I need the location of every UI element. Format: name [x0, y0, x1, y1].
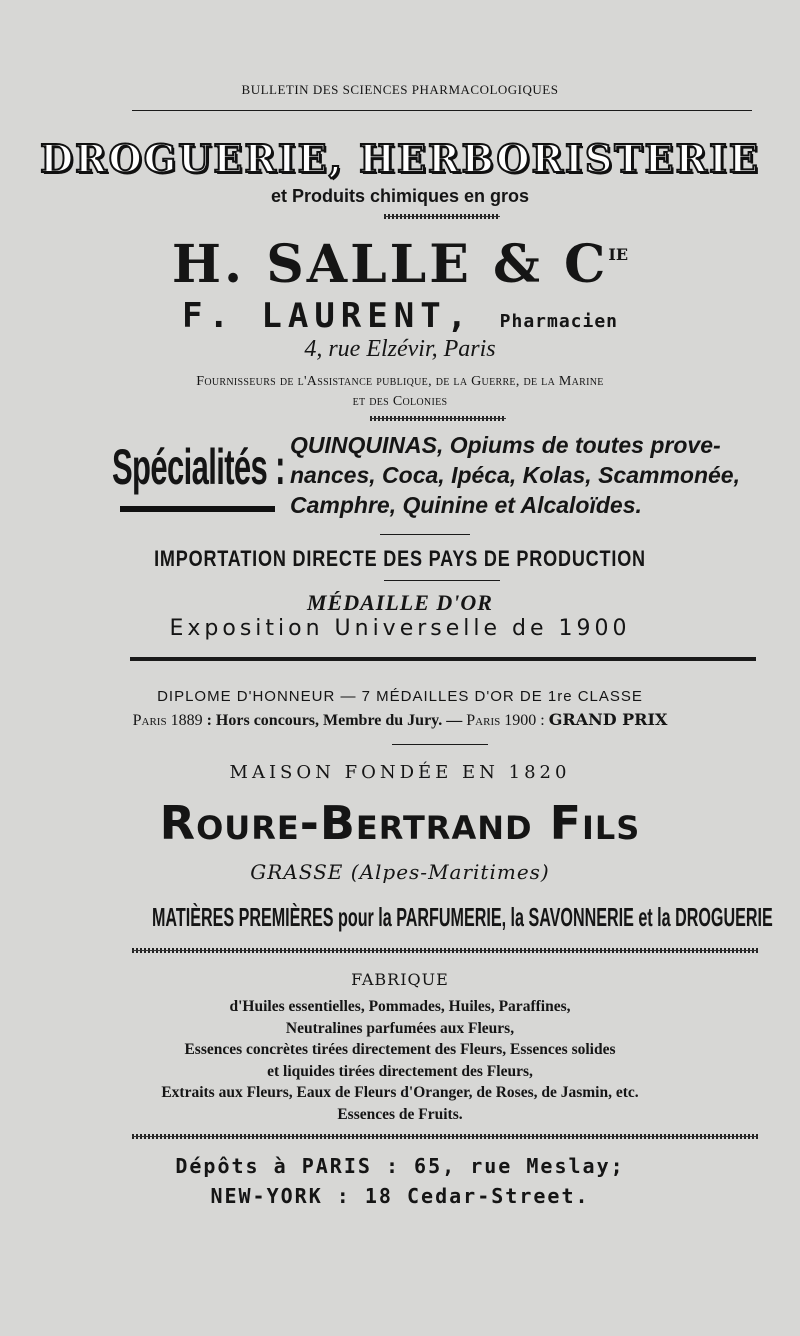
specialites-line-1: QUINQUINAS, Opiums de toutes prove- — [290, 432, 721, 458]
fabrique-line: et liquides tirées directement des Fleurs, — [267, 1062, 533, 1080]
company-address: 4, rue Elzévir, Paris — [304, 336, 496, 362]
awards-line — [0, 710, 800, 730]
specialites-label: Spécialités : — [112, 439, 285, 495]
divider-ornament — [132, 1134, 758, 1139]
roure-bertrand-name: Roure-Bertrand Fils — [159, 796, 641, 850]
city-line — [0, 860, 800, 884]
company-name-text: H. SALLE & C — [171, 234, 609, 295]
grand-prix: GRAND PRIX — [548, 710, 668, 729]
fabrique-line: Essences concrètes tirées directement des Fleurs, Essences solides — [184, 1041, 616, 1058]
suppliers-text — [0, 372, 800, 412]
company-name — [0, 234, 800, 295]
fabrique-line: d'Huiles essentielles, Pommades, Huiles, Paraffines, — [229, 998, 571, 1015]
materials-line: MATIÈRES PREMIÈRES pour la PARFUMERIE, la SAVONNERIE et la DROGUERIE — [152, 902, 773, 932]
grand-prix-sep: : — [540, 712, 545, 729]
specialites-list — [290, 430, 770, 520]
specialites-underline — [120, 506, 275, 512]
city: GRASSE — [250, 860, 344, 884]
fabrique-line: Essences de Fruits. — [337, 1105, 463, 1123]
successor-line — [0, 296, 800, 336]
hors-concours: : Hors concours, Membre du Jury. — — [206, 712, 463, 729]
divider-ornament — [384, 214, 500, 219]
import-line: IMPORTATION DIRECTE DES PAYS DE PRODUCTION — [154, 546, 646, 571]
divider-ornament — [132, 948, 758, 953]
journal-header: BULLETIN DES SCIENCES PHARMACOLOGIQUES — [241, 82, 559, 97]
droguerie-headline: DROGUERIE, HERBORISTERIE — [40, 136, 760, 181]
company-name-sup: IE — [608, 245, 629, 264]
depot-new-york: NEW-YORK : 18 Cedar-Street. — [210, 1184, 590, 1208]
header-rule — [132, 110, 752, 111]
depot-paris: Dépôts à PARIS : 65, rue Meslay; — [175, 1154, 625, 1178]
products-subline: et Produits chimiques en gros — [270, 186, 530, 206]
diploma-line: DIPLOME D'HONNEUR — 7 MÉDAILLES D'OR DE 1re CLASSE — [157, 688, 643, 705]
divider-ornament — [370, 416, 506, 421]
founded-line: MAISON FONDÉE EN 1820 — [229, 762, 571, 783]
section-divider — [130, 657, 756, 661]
fabrique-line: Neutralines parfumées aux Fleurs, — [285, 1019, 515, 1037]
successor-name: F. LAURENT, — [181, 296, 474, 336]
short-rule — [384, 580, 500, 581]
fabrique-title: FABRIQUE — [351, 970, 449, 989]
fabrique-list — [0, 996, 800, 1125]
successor-title: Pharmacien — [499, 311, 619, 332]
specialites-line-2: nances, Coca, Ipéca, Kolas, Scammonée, — [290, 462, 740, 488]
region: (Alpes-Maritimes) — [350, 860, 550, 884]
exposition-line: Exposition Universelle de 1900 — [169, 616, 631, 641]
fabrique-line: Extraits aux Fleurs, Eaux de Fleurs d'Oranger, de Roses, de Jasmin, etc. — [161, 1084, 639, 1101]
short-rule — [380, 534, 470, 535]
paris-1889: Paris 1889 — [132, 712, 203, 729]
paris-1900: Paris 1900 — [466, 712, 537, 729]
suppliers-line-1: Fournisseurs de l'Assistance publique, de la Guerre, de la Marine — [196, 374, 604, 389]
short-rule — [392, 744, 488, 745]
specialites-line-3: Camphre, Quinine et Alcaloïdes. — [290, 492, 642, 518]
suppliers-line-2: et des Colonies — [352, 394, 448, 409]
gold-medal: MÉDAILLE D'OR — [307, 590, 493, 615]
